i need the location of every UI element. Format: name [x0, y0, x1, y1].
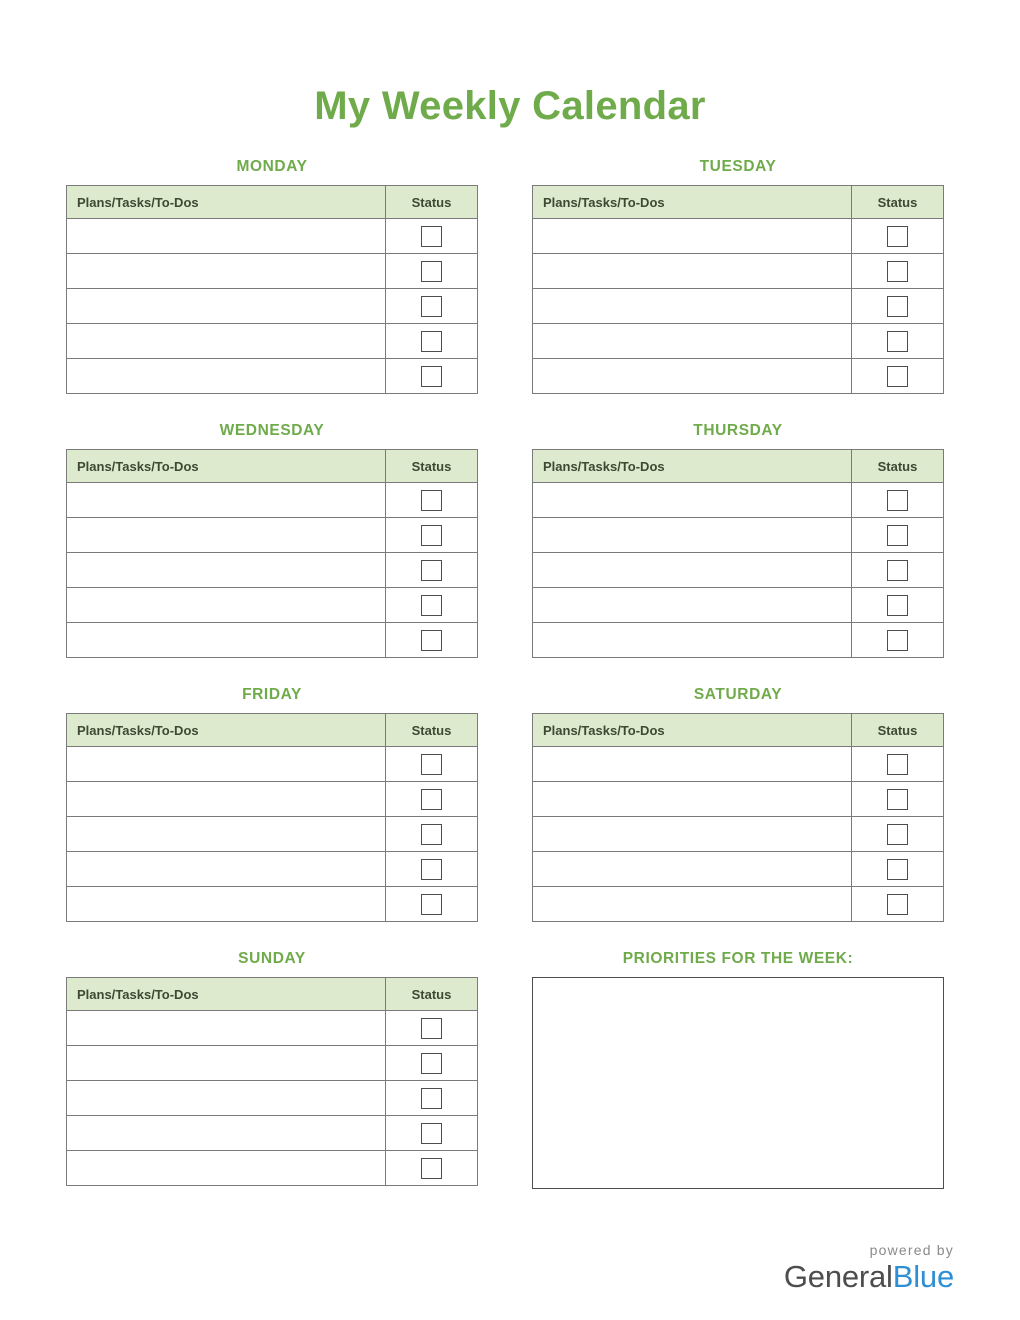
status-cell[interactable]: [852, 852, 944, 887]
day-table-tuesday: [532, 185, 944, 394]
status-cell[interactable]: [386, 623, 478, 658]
task-input-cell[interactable]: [67, 623, 386, 658]
table-row[interactable]: [533, 518, 944, 553]
task-input-cell[interactable]: [533, 747, 852, 782]
status-cell[interactable]: [386, 1116, 478, 1151]
task-input-cell[interactable]: [533, 359, 852, 394]
status-checkbox[interactable]: [421, 824, 442, 845]
task-input-cell[interactable]: [533, 518, 852, 553]
status-checkbox[interactable]: [887, 824, 908, 845]
status-checkbox[interactable]: [887, 560, 908, 581]
task-input-cell[interactable]: [67, 359, 386, 394]
column-header-status: Status: [386, 450, 478, 483]
day-title-sunday: SUNDAY: [238, 950, 306, 967]
table-row[interactable]: [67, 359, 478, 394]
column-header-status: Status: [852, 714, 944, 747]
column-header-status: Status: [852, 450, 944, 483]
status-cell[interactable]: [852, 588, 944, 623]
status-checkbox[interactable]: [421, 1018, 442, 1039]
task-input-cell[interactable]: [67, 782, 386, 817]
task-input-cell[interactable]: [533, 553, 852, 588]
table-row[interactable]: [533, 359, 944, 394]
status-checkbox[interactable]: [887, 366, 908, 387]
status-checkbox[interactable]: [887, 490, 908, 511]
task-input-cell[interactable]: [67, 1151, 386, 1186]
status-cell[interactable]: [852, 553, 944, 588]
table-row[interactable]: [67, 1151, 478, 1186]
table-row[interactable]: [67, 289, 478, 324]
task-input-cell[interactable]: [67, 817, 386, 852]
footer-branding: [784, 1242, 954, 1294]
status-cell[interactable]: [852, 254, 944, 289]
task-input-cell[interactable]: [533, 219, 852, 254]
table-row[interactable]: [533, 852, 944, 887]
priorities-block: [532, 950, 944, 1189]
task-input-cell[interactable]: [67, 483, 386, 518]
status-cell[interactable]: [852, 289, 944, 324]
status-cell[interactable]: [386, 483, 478, 518]
status-checkbox[interactable]: [421, 595, 442, 616]
table-row[interactable]: [533, 254, 944, 289]
status-checkbox[interactable]: [421, 894, 442, 915]
status-checkbox[interactable]: [421, 859, 442, 880]
column-header-tasks: Plans/Tasks/To-Dos: [67, 714, 386, 747]
status-cell[interactable]: [852, 817, 944, 852]
day-title-tuesday: TUESDAY: [699, 158, 777, 175]
status-cell[interactable]: [852, 219, 944, 254]
table-header-row: [67, 450, 478, 483]
table-row[interactable]: [67, 817, 478, 852]
status-checkbox[interactable]: [887, 261, 908, 282]
task-input-cell[interactable]: [67, 887, 386, 922]
status-cell[interactable]: [852, 887, 944, 922]
status-cell[interactable]: [852, 324, 944, 359]
task-input-cell[interactable]: [533, 588, 852, 623]
table-header-row: [533, 186, 944, 219]
priorities-title: PRIORITIES FOR THE WEEK:: [622, 950, 854, 967]
column-header-tasks: Plans/Tasks/To-Dos: [533, 186, 852, 219]
day-block-tuesday: [532, 158, 944, 394]
status-checkbox[interactable]: [887, 525, 908, 546]
task-input-cell[interactable]: [533, 817, 852, 852]
status-checkbox[interactable]: [887, 789, 908, 810]
table-row[interactable]: [67, 219, 478, 254]
status-cell[interactable]: [852, 483, 944, 518]
column-header-tasks: Plans/Tasks/To-Dos: [67, 978, 386, 1011]
status-checkbox[interactable]: [887, 296, 908, 317]
status-checkbox[interactable]: [421, 754, 442, 775]
column-header-status: Status: [386, 978, 478, 1011]
task-input-cell[interactable]: [67, 219, 386, 254]
task-input-cell[interactable]: [533, 887, 852, 922]
page-title: My Weekly Calendar: [314, 84, 706, 128]
column-header-status: Status: [852, 186, 944, 219]
status-checkbox[interactable]: [887, 331, 908, 352]
task-input-cell[interactable]: [533, 623, 852, 658]
table-row[interactable]: [533, 483, 944, 518]
status-cell[interactable]: [386, 887, 478, 922]
task-input-cell[interactable]: [67, 324, 386, 359]
day-block-thursday: [532, 422, 944, 658]
status-cell[interactable]: [852, 623, 944, 658]
status-cell[interactable]: [386, 553, 478, 588]
table-header-row: [67, 186, 478, 219]
status-cell[interactable]: [386, 747, 478, 782]
table-row[interactable]: [67, 254, 478, 289]
powered-by-label: powered by: [869, 1242, 954, 1258]
status-cell[interactable]: [386, 817, 478, 852]
task-input-cell[interactable]: [533, 852, 852, 887]
status-cell[interactable]: [386, 1151, 478, 1186]
priorities-textarea[interactable]: [532, 977, 944, 1189]
day-block-saturday: [532, 686, 944, 922]
status-cell[interactable]: [386, 254, 478, 289]
status-cell[interactable]: [386, 289, 478, 324]
table-row[interactable]: [67, 887, 478, 922]
day-title-wednesday: WEDNESDAY: [219, 422, 325, 439]
brand-blue-text: Blue: [892, 1259, 954, 1294]
task-input-cell[interactable]: [67, 254, 386, 289]
day-table-sunday: [66, 977, 478, 1186]
status-checkbox[interactable]: [887, 630, 908, 651]
status-checkbox[interactable]: [887, 226, 908, 247]
status-checkbox[interactable]: [421, 1158, 442, 1179]
day-title-friday: FRIDAY: [242, 686, 302, 703]
status-cell[interactable]: [852, 747, 944, 782]
status-checkbox[interactable]: [421, 560, 442, 581]
days-grid: [0, 158, 1020, 1217]
table-row[interactable]: [533, 623, 944, 658]
task-input-cell[interactable]: [533, 254, 852, 289]
status-cell[interactable]: [386, 219, 478, 254]
table-row[interactable]: [533, 782, 944, 817]
brand-general-text: General: [783, 1259, 893, 1294]
table-row[interactable]: [67, 483, 478, 518]
task-input-cell[interactable]: [67, 289, 386, 324]
day-table-monday: [66, 185, 478, 394]
task-input-cell[interactable]: [533, 782, 852, 817]
brand-logo: [784, 1260, 954, 1294]
status-cell[interactable]: [386, 518, 478, 553]
column-header-status: Status: [386, 186, 478, 219]
task-input-cell[interactable]: [67, 518, 386, 553]
table-row[interactable]: [533, 553, 944, 588]
status-cell[interactable]: [386, 588, 478, 623]
status-checkbox[interactable]: [887, 595, 908, 616]
status-cell[interactable]: [386, 852, 478, 887]
day-title-saturday: SATURDAY: [693, 686, 783, 703]
status-checkbox[interactable]: [421, 261, 442, 282]
table-row[interactable]: [533, 324, 944, 359]
task-input-cell[interactable]: [67, 1116, 386, 1151]
task-input-cell[interactable]: [533, 483, 852, 518]
table-row[interactable]: [67, 1081, 478, 1116]
status-cell[interactable]: [386, 1081, 478, 1116]
table-row[interactable]: [67, 324, 478, 359]
table-row[interactable]: [533, 887, 944, 922]
status-checkbox[interactable]: [421, 1088, 442, 1109]
status-checkbox[interactable]: [421, 525, 442, 546]
day-table-saturday: [532, 713, 944, 922]
status-checkbox[interactable]: [421, 789, 442, 810]
day-table-thursday: [532, 449, 944, 658]
status-checkbox[interactable]: [421, 296, 442, 317]
table-row[interactable]: [67, 852, 478, 887]
table-row[interactable]: [67, 782, 478, 817]
status-checkbox[interactable]: [421, 630, 442, 651]
table-row[interactable]: [67, 588, 478, 623]
status-checkbox[interactable]: [887, 754, 908, 775]
table-row[interactable]: [67, 747, 478, 782]
table-row[interactable]: [67, 518, 478, 553]
status-cell[interactable]: [852, 518, 944, 553]
column-header-tasks: Plans/Tasks/To-Dos: [533, 714, 852, 747]
status-cell[interactable]: [386, 782, 478, 817]
task-input-cell[interactable]: [67, 1081, 386, 1116]
table-row[interactable]: [67, 1116, 478, 1151]
table-row[interactable]: [67, 553, 478, 588]
table-row[interactable]: [67, 1011, 478, 1046]
day-title-thursday: THURSDAY: [693, 422, 783, 439]
task-input-cell[interactable]: [67, 747, 386, 782]
table-row[interactable]: [533, 289, 944, 324]
table-row[interactable]: [533, 747, 944, 782]
status-cell[interactable]: [386, 324, 478, 359]
status-cell[interactable]: [852, 782, 944, 817]
day-title-monday: MONDAY: [236, 158, 308, 175]
table-header-row: [533, 714, 944, 747]
column-header-tasks: Plans/Tasks/To-Dos: [67, 186, 386, 219]
day-block-monday: [66, 158, 478, 394]
status-checkbox[interactable]: [887, 894, 908, 915]
status-cell[interactable]: [852, 359, 944, 394]
day-block-sunday: [66, 950, 478, 1189]
table-row[interactable]: [67, 623, 478, 658]
table-row[interactable]: [67, 1046, 478, 1081]
column-header-status: Status: [386, 714, 478, 747]
column-header-tasks: Plans/Tasks/To-Dos: [67, 450, 386, 483]
status-checkbox[interactable]: [887, 859, 908, 880]
table-row[interactable]: [533, 817, 944, 852]
day-block-wednesday: [66, 422, 478, 658]
task-input-cell[interactable]: [533, 289, 852, 324]
status-checkbox[interactable]: [421, 1053, 442, 1074]
table-header-row: [67, 714, 478, 747]
status-checkbox[interactable]: [421, 331, 442, 352]
table-row[interactable]: [533, 588, 944, 623]
table-header-row: [533, 450, 944, 483]
task-input-cell[interactable]: [67, 1011, 386, 1046]
table-header-row: [67, 978, 478, 1011]
day-block-friday: [66, 686, 478, 922]
task-input-cell[interactable]: [67, 588, 386, 623]
day-table-wednesday: [66, 449, 478, 658]
task-input-cell[interactable]: [67, 1046, 386, 1081]
status-cell[interactable]: [386, 1011, 478, 1046]
status-checkbox[interactable]: [421, 490, 442, 511]
status-cell[interactable]: [386, 359, 478, 394]
task-input-cell[interactable]: [67, 852, 386, 887]
table-row[interactable]: [533, 219, 944, 254]
status-checkbox[interactable]: [421, 1123, 442, 1144]
status-cell[interactable]: [386, 1046, 478, 1081]
status-checkbox[interactable]: [421, 226, 442, 247]
column-header-tasks: Plans/Tasks/To-Dos: [533, 450, 852, 483]
day-table-friday: [66, 713, 478, 922]
task-input-cell[interactable]: [533, 324, 852, 359]
task-input-cell[interactable]: [67, 553, 386, 588]
status-checkbox[interactable]: [421, 366, 442, 387]
